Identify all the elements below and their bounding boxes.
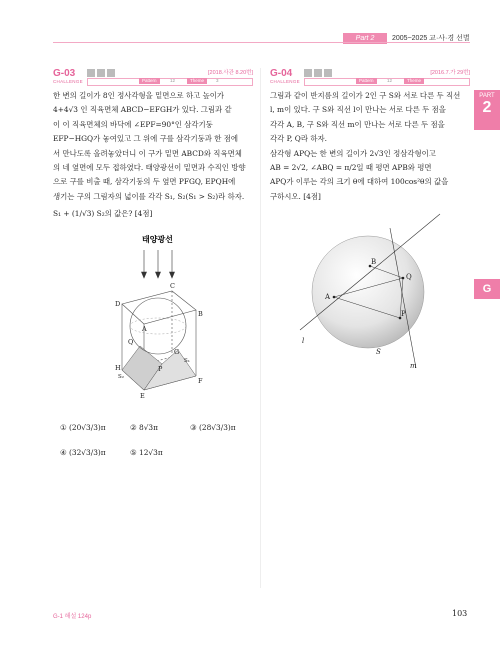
problem-line: 삼각형 APQ는 한 변의 길이가 2√3인 정삼각형이고	[270, 148, 436, 158]
label-g: G	[174, 348, 180, 356]
header-divider	[53, 42, 470, 43]
side-part-tab[interactable]	[474, 90, 500, 130]
part-label: Part 2	[343, 33, 387, 44]
pattern-value: 12	[387, 78, 393, 83]
choice-5[interactable]: ⑤ 12√3π	[130, 448, 163, 457]
problem-line: 그림과 같이 반지름의 길이가 2인 구 S와 서로 다른 두 직선	[270, 91, 461, 100]
theme-label: Theme	[187, 78, 207, 84]
problem-text-left	[53, 89, 253, 222]
label-s: S	[376, 348, 381, 356]
difficulty-box	[97, 69, 105, 77]
column-divider	[260, 68, 261, 588]
difficulty-box	[324, 69, 332, 77]
problem-header-right	[270, 68, 470, 86]
side-part-number: 2	[482, 99, 492, 116]
sphere	[130, 298, 186, 354]
label-p: P	[158, 365, 163, 373]
cuboid-sphere-figure	[100, 228, 230, 398]
problem-line: 이 이 직육면체의 바닥에 ∠EPF=90°인 삼각기둥	[53, 119, 213, 129]
label-b: B	[371, 258, 377, 266]
side-chapter-tab[interactable]: G	[474, 279, 500, 299]
difficulty-box	[304, 69, 312, 77]
sunlight-arrows	[142, 250, 175, 278]
difficulty-box	[314, 69, 322, 77]
challenge-label: CHALLENGE	[53, 79, 83, 84]
problem-line: 으로 구를 비출 때, 삼각기둥의 두 옆면 PFGQ, EPQH에	[53, 177, 236, 187]
page-number: 103	[452, 609, 468, 618]
label-c: C	[170, 282, 175, 290]
choice-1[interactable]: ① (20√3/3)π	[60, 423, 106, 432]
problem-line: EFP−HGQ가 놓여있고 그 위에 구를 삼각기둥과 한 점에	[53, 134, 239, 144]
label-f: F	[198, 377, 203, 385]
label-s1: S₁	[184, 358, 190, 364]
label-s2: S₂	[118, 374, 124, 380]
sphere-lines-figure	[290, 210, 455, 380]
label-q: Q	[128, 338, 134, 346]
label-d: D	[115, 300, 121, 308]
pattern-value: 12	[170, 78, 176, 83]
problem-line: 구하시오. [4점]	[270, 191, 321, 201]
problem-source: [2018.사관 8.20번]	[208, 70, 253, 76]
problem-line: 서 만나도록 올려놓았더니 이 구가 밑면 ABCD와 직육면체	[53, 148, 242, 158]
problem-line: 의 네 옆면에 모두 접하였다. 태양광선이 밑면과 수직인 방향	[53, 163, 246, 173]
choice-3[interactable]: ③ (28√3/3)π	[190, 423, 236, 432]
problem-line: S₁ + (1/√3) S₂의 값은? [4점]	[53, 209, 153, 219]
theme-label: Theme	[404, 78, 424, 84]
problem-line: 생기는 구의 그림자의 넓이를 각각 S₁, S₂(S₁ > S₂)라 하자.	[53, 191, 245, 201]
side-part-label: PART	[479, 93, 495, 99]
problem-line: 4+4√3 인 직육면체 ABCD−EFGH가 있다. 그림과 같	[53, 105, 232, 115]
sphere-s	[312, 236, 424, 348]
label-e: E	[140, 392, 145, 398]
problem-code: G-04	[270, 68, 293, 79]
label-a: A	[142, 325, 147, 333]
pattern-label: Pattern	[139, 78, 160, 84]
header-title: 2005~2025 교·사·경 선별	[392, 35, 470, 42]
problem-line: 각각 A, B, 구 S와 직선 m이 만나는 서로 다른 두 점을	[270, 119, 445, 129]
label-b: B	[198, 310, 203, 318]
sunlight-label: 태양광선	[142, 234, 173, 244]
challenge-label: CHALLENGE	[270, 79, 300, 84]
label-m: m	[410, 362, 417, 370]
label-l: l	[302, 337, 305, 345]
problem-line: l, m이 있다. 구 S와 직선 l이 만나는 서로 다른 두 점을	[270, 105, 446, 115]
difficulty-box	[107, 69, 115, 77]
problem-line: 각각 P, Q라 하자.	[270, 134, 327, 144]
problem-header-left	[53, 68, 253, 86]
label-q: Q	[406, 273, 412, 281]
label-a: A	[325, 293, 331, 301]
difficulty-box	[87, 69, 95, 77]
problem-text-right	[270, 89, 470, 204]
choice-4[interactable]: ④ (32√3/3)π	[60, 448, 106, 457]
label-h: H	[115, 364, 121, 372]
problem-code: G-03	[53, 68, 76, 79]
problem-line: APQ가 이루는 각의 크기 θ에 대하여 100cos²θ의 값을	[270, 177, 449, 187]
problem-source: [2016.7.가 29번]	[430, 70, 470, 76]
pattern-label: Pattern	[356, 78, 377, 84]
label-p: P	[401, 310, 406, 318]
choice-2[interactable]: ② 8√3π	[130, 423, 158, 432]
solution-reference: G-1 해설 124p	[53, 614, 92, 620]
problem-line: AB = 2√2, ∠ABQ = π/2일 때 평면 APB와 평면	[270, 163, 432, 173]
problem-line: 한 변의 길이가 8인 정사각형을 밑면으로 하고 높이가	[53, 91, 225, 100]
theme-value: 3	[216, 78, 219, 83]
